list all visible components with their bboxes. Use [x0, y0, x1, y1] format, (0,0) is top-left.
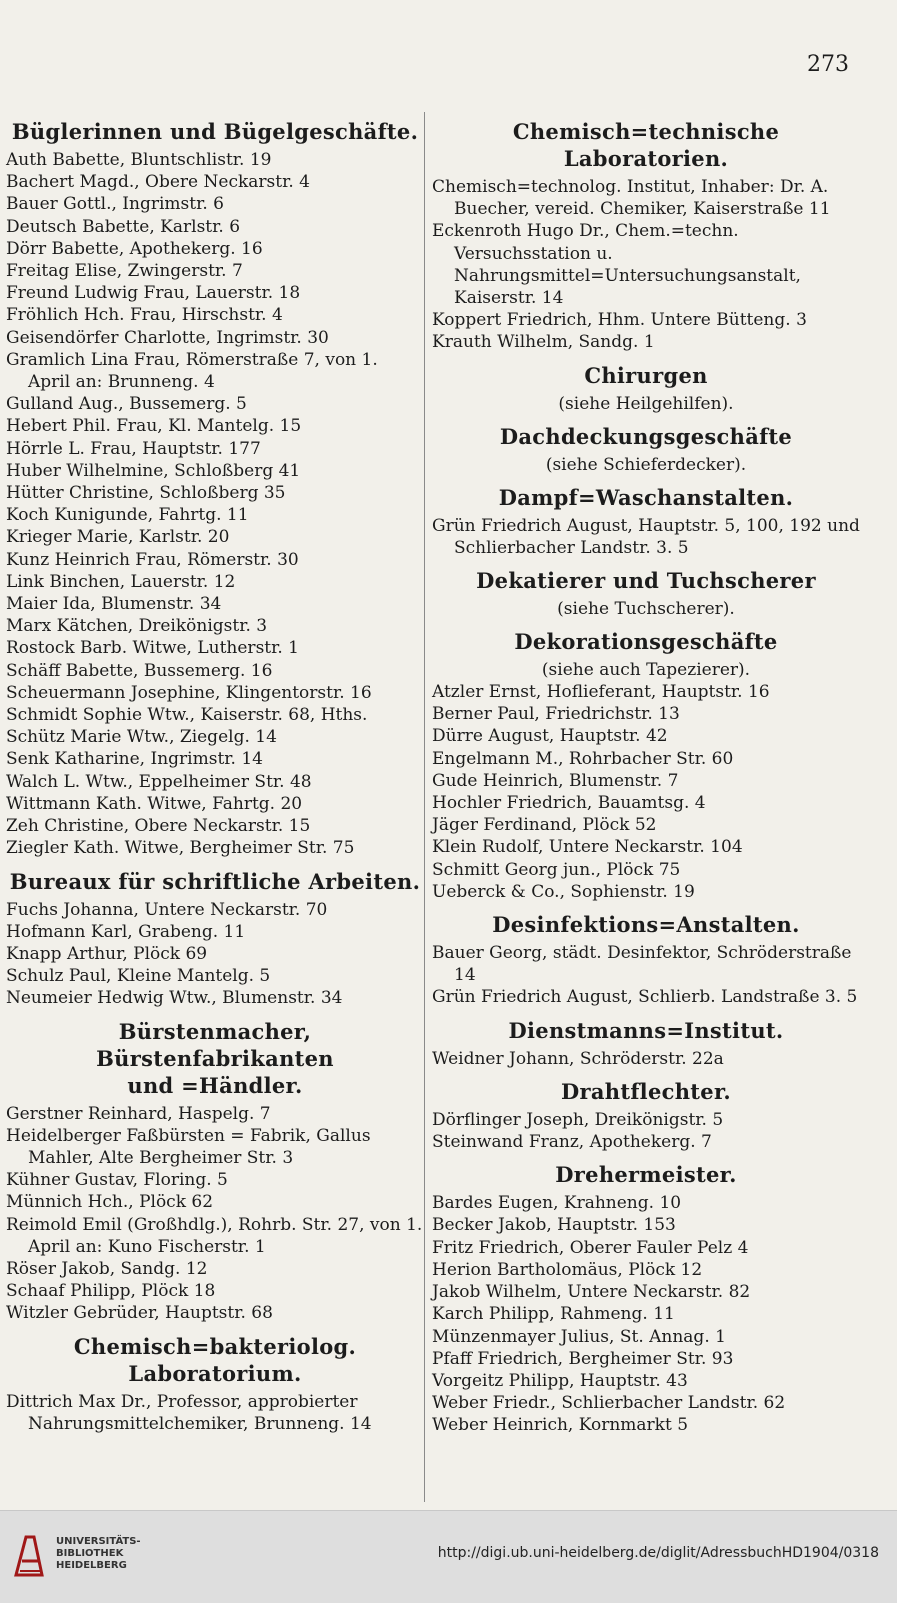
directory-entry: Gulland Aug., Bussemerg. 5	[6, 394, 247, 415]
directory-section	[432, 118, 860, 354]
section-heading-line: Desinfektions=Anstalten.	[492, 912, 800, 938]
directory-entry: Schmitt Georg jun., Plöck 75	[432, 859, 681, 880]
directory-entry: Röser Jakob, Sandg. 12	[6, 1258, 208, 1279]
library-logo-icon	[12, 1531, 48, 1579]
directory-entry: Engelmann M., Rohrbacher Str. 60	[432, 748, 734, 769]
section-heading	[6, 118, 424, 145]
directory-entry: Schaaf Philipp, Plöck 18	[6, 1281, 216, 1302]
section-heading	[432, 1017, 860, 1044]
directory-section	[6, 868, 424, 1010]
directory-entry: Bachert Magd., Obere Neckarstr. 4	[6, 172, 310, 193]
directory-entry: Grün Friedrich August, Hauptstr. 5, 100, 192 und Schlierbacher Landstr. 3. 5	[432, 515, 860, 558]
directory-entry: Gerstner Reinhard, Haspelg. 7	[6, 1103, 271, 1124]
directory-entry: Schütz Marie Wtw., Ziegelg. 14	[6, 727, 277, 748]
section-heading	[432, 484, 860, 511]
section-heading	[432, 1078, 860, 1105]
directory-entry: Atzler Ernst, Hoflieferant, Hauptstr. 16	[432, 682, 770, 703]
directory-entry: Weidner Johann, Schröderstr. 22a	[432, 1048, 724, 1069]
directory-entry: Steinwand Franz, Apothekerg. 7	[432, 1132, 712, 1153]
directory-entry: Neumeier Hedwig Wtw., Blumenstr. 34	[6, 988, 343, 1009]
directory-entry: Zeh Christine, Obere Neckarstr. 15	[6, 816, 311, 837]
section-heading-line: Chemisch=technische Laboratorien.	[512, 119, 780, 171]
directory-section	[6, 1333, 424, 1435]
directory-entry: Maier Ida, Blumenstr. 34	[6, 594, 222, 615]
directory-entry: Hütter Christine, Schloßberg 35	[6, 483, 286, 504]
section-heading	[432, 1161, 860, 1188]
cross-reference-note: (siehe Schieferdecker).	[545, 454, 747, 475]
section-heading-line: Drahtflechter.	[561, 1078, 731, 1104]
directory-entry: Becker Jakob, Hauptstr. 153	[432, 1215, 676, 1236]
directory-section	[6, 1018, 424, 1325]
library-name-line: BIBLIOTHEK	[56, 1548, 124, 1559]
directory-entry: Freund Ludwig Frau, Lauerstr. 18	[6, 283, 301, 304]
section-heading-line: Dampf=Waschanstalten.	[498, 484, 794, 510]
directory-entry: Freitag Elise, Zwingerstr. 7	[6, 261, 243, 282]
section-heading-line: Dachdeckungsgeschäfte	[499, 423, 793, 449]
directory-entry: Witzler Gebrüder, Hauptstr. 68	[6, 1303, 273, 1324]
section-heading	[6, 1333, 424, 1387]
directory-entry: Fuchs Johanna, Untere Neckarstr. 70	[6, 899, 328, 920]
directory-entry: Schmidt Sophie Wtw., Kaiserstr. 68, Hths.	[6, 705, 368, 726]
directory-entry: Vorgeitz Philipp, Hauptstr. 43	[432, 1370, 688, 1391]
directory-entry: Krieger Marie, Karlstr. 20	[6, 527, 230, 548]
directory-entry: Kunz Heinrich Frau, Römerstr. 30	[6, 549, 299, 570]
directory-entry: Münnich Hch., Plöck 62	[6, 1192, 214, 1213]
directory-section	[432, 1161, 860, 1436]
section-heading	[432, 362, 860, 389]
right-column	[432, 112, 860, 1445]
directory-entry: Koch Kunigunde, Fahrtg. 11	[6, 505, 249, 526]
directory-entry: Krauth Wilhelm, Sandg. 1	[432, 332, 655, 353]
directory-entry: Berner Paul, Friedrichstr. 13	[432, 704, 680, 725]
directory-entry: Jakob Wilhelm, Untere Neckarstr. 82	[432, 1282, 751, 1303]
section-heading	[432, 118, 860, 172]
directory-entry: Dörflinger Joseph, Dreikönigstr. 5	[432, 1109, 724, 1130]
directory-entry: Bauer Gottl., Ingrimstr. 6	[6, 194, 224, 215]
section-heading-line: Dienstmanns=Institut.	[508, 1017, 784, 1043]
directory-entry: Reimold Emil (Großhdlg.), Rohrb. Str. 27, von 1. April an: Kuno Fischerstr. 1	[6, 1214, 423, 1257]
section-heading	[432, 423, 860, 450]
viewer-footer	[0, 1510, 897, 1603]
section-heading-line: Büglerinnen und Bügelgeschäfte.	[11, 119, 419, 144]
library-name-line: HEIDELBERG	[56, 1560, 127, 1571]
directory-entry: Kühner Gustav, Floring. 5	[6, 1170, 228, 1191]
directory-entry: Fritz Friedrich, Oberer Fauler Pelz 4	[432, 1237, 749, 1258]
directory-section	[432, 911, 860, 1009]
directory-entry: Herion Bartholomäus, Plöck 12	[432, 1259, 703, 1280]
section-heading	[432, 911, 860, 938]
directory-section	[432, 484, 860, 559]
section-heading-line: Dekatierer und Tuchscherer	[476, 568, 816, 594]
cross-reference-note: (siehe Heilgehilfen).	[558, 393, 734, 414]
directory-entry: Fröhlich Hch. Frau, Hirschstr. 4	[6, 305, 283, 326]
directory-entry: Dürre August, Hauptstr. 42	[432, 726, 668, 747]
section-heading-line: Bürstenmacher, Bürstenfabrikanten	[96, 1018, 334, 1071]
directory-entry: Auth Babette, Bluntschlistr. 19	[6, 150, 272, 170]
directory-entry: Deutsch Babette, Karlstr. 6	[6, 216, 241, 237]
directory-entry: Geisendörfer Charlotte, Ingrimstr. 30	[6, 327, 329, 348]
left-column	[6, 112, 425, 1502]
section-heading-line: und =Händler.	[127, 1072, 303, 1098]
directory-entry: Huber Wilhelmine, Schloßberg 41	[6, 460, 301, 481]
directory-entry: Senk Katharine, Ingrimstr. 14	[6, 749, 263, 770]
directory-entry: Ziegler Kath. Witwe, Bergheimer Str. 75	[6, 838, 355, 859]
directory-entry: Gude Heinrich, Blumenstr. 7	[432, 770, 679, 791]
directory-entry: Scheuermann Josephine, Klingentorstr. 16	[6, 682, 372, 703]
source-url[interactable]: http://digi.ub.uni-heidelberg.de/diglit/AdressbuchHD1904/0318	[437, 1545, 879, 1561]
directory-entry: Jäger Ferdinand, Plöck 52	[432, 815, 657, 836]
directory-entry: Knapp Arthur, Plöck 69	[6, 943, 208, 964]
directory-entry: Schulz Paul, Kleine Mantelg. 5	[6, 966, 271, 987]
directory-entry: Link Binchen, Lauerstr. 12	[6, 571, 236, 592]
section-heading	[432, 567, 860, 594]
directory-entry: Klein Rudolf, Untere Neckarstr. 104	[432, 837, 743, 858]
directory-entry: Grün Friedrich August, Schlierb. Landstraße 3. 5	[432, 987, 858, 1008]
directory-entry: Dittrich Max Dr., Professor, approbierter Nahrungsmittelchemiker, Brunneng. 14	[6, 1391, 372, 1434]
directory-entry: Eckenroth Hugo Dr., Chem.=techn. Versuchsstation u. Nahrungsmittel=Untersuchungsanstalt, Kaiserstr. 14	[432, 221, 801, 309]
directory-entry: Hörrle L. Frau, Hauptstr. 177	[6, 438, 261, 459]
section-heading	[432, 628, 860, 655]
directory-entry: Weber Heinrich, Kornmarkt 5	[432, 1415, 689, 1436]
directory-entry: Chemisch=technolog. Institut, Inhaber: Dr. A. Buecher, vereid. Chemiker, Kaiserstraße 11	[432, 177, 831, 220]
directory-entry: Hebert Phil. Frau, Kl. Mantelg. 15	[6, 416, 302, 437]
directory-section	[432, 1078, 860, 1153]
directory-entry: Münzenmayer Julius, St. Annag. 1	[432, 1326, 726, 1347]
directory-entry: Koppert Friedrich, Hhm. Untere Bütteng. 3	[432, 310, 807, 331]
cross-reference-note: (siehe auch Tapezierer).	[541, 660, 751, 681]
directory-section	[432, 423, 860, 476]
directory-entry: Hochler Friedrich, Bauamtsg. 4	[432, 793, 706, 814]
section-heading	[6, 868, 424, 895]
directory-section	[6, 118, 424, 860]
directory-section	[432, 1017, 860, 1070]
directory-entry: Bauer Georg, städt. Desinfektor, Schröderstraße 14	[432, 943, 852, 986]
directory-entry: Wittmann Kath. Witwe, Fahrtg. 20	[6, 793, 303, 814]
directory-entry: Ueberck & Co., Sophienstr. 19	[432, 881, 695, 902]
directory-entry: Gramlich Lina Frau, Römerstraße 7, von 1. April an: Brunneng. 4	[6, 349, 378, 393]
section-heading-line: Chemisch=bakteriolog. Laboratorium.	[73, 1333, 357, 1386]
section-heading	[6, 1018, 424, 1099]
directory-entry: Karch Philipp, Rahmeng. 11	[432, 1304, 675, 1325]
library-name	[56, 1536, 141, 1572]
section-heading-line: Dekorationsgeschäfte	[514, 629, 778, 655]
directory-entry: Rostock Barb. Witwe, Lutherstr. 1	[6, 638, 300, 659]
library-name-line: UNIVERSITÄTS-	[56, 1536, 141, 1547]
directory-entry: Schäff Babette, Bussemerg. 16	[6, 660, 273, 681]
cross-reference-note: (siehe Tuchscherer).	[557, 599, 735, 620]
directory-entry: Weber Friedr., Schlierbacher Landstr. 62	[432, 1393, 786, 1414]
directory-section	[432, 362, 860, 415]
directory-entry: Walch L. Wtw., Eppelheimer Str. 48	[6, 771, 312, 792]
section-heading-line: Chirurgen	[584, 362, 708, 388]
directory-section	[432, 628, 860, 903]
directory-section	[432, 567, 860, 620]
directory-entry: Heidelberger Faßbürsten = Fabrik, Gallus Mahler, Alte Bergheimer Str. 3	[6, 1125, 371, 1168]
directory-entry: Bardes Eugen, Krahneng. 10	[432, 1193, 682, 1214]
page-number: 273	[807, 52, 849, 77]
directory-entry: Dörr Babette, Apothekerg. 16	[6, 238, 263, 259]
directory-entry: Pfaff Friedrich, Bergheimer Str. 93	[432, 1348, 734, 1369]
section-heading-line: Bureaux für schriftliche Arbeiten.	[9, 868, 421, 894]
directory-entry: Marx Kätchen, Dreikönigstr. 3	[6, 616, 268, 637]
directory-entry: Hofmann Karl, Grabeng. 11	[6, 921, 246, 942]
section-heading-line: Drehermeister.	[555, 1162, 737, 1188]
